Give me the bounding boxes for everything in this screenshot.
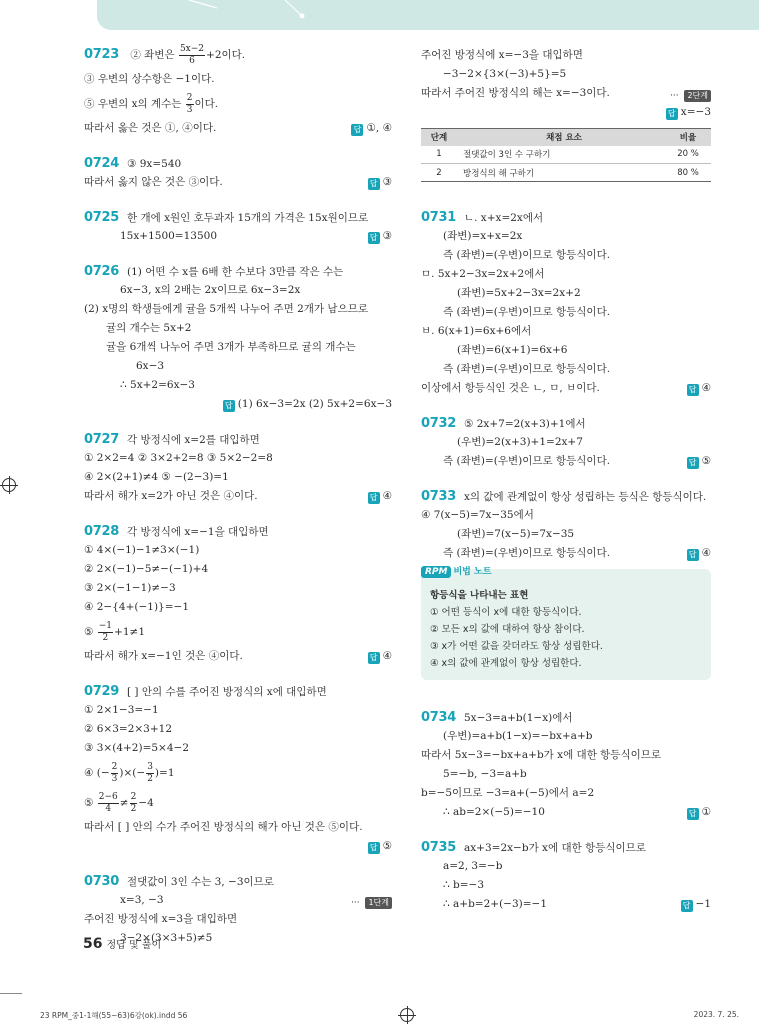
table-row: 1 절댓값이 3인 수 구하기 20 % xyxy=(421,146,711,164)
note-tag: RPM 비법 노트 xyxy=(421,565,491,580)
step-marker: ··· 1단계 xyxy=(351,894,392,913)
answer: 답 ⑤ xyxy=(368,837,392,856)
problem-0732: 0732 ⑤ 2x+7=2(x+3)+1에서 (우변)=2(x+3)+1=2x+7 즉 (좌변)=(우변)이므로 항등식이다. 답 ⑤ xyxy=(421,414,711,471)
step-marker: ··· 2단계 xyxy=(670,87,711,106)
answer-badge: 답 xyxy=(368,492,380,504)
fraction: $\frac{5x-2}{6}$ xyxy=(179,43,205,66)
problem-0726: 0726 (1) 어떤 수 x를 6배 한 수보다 3만큼 작은 수는 6x−3, x의 2배는 2x이므로 6x−3=2x (2) x명의 학생들에게 귤을 5개씩 나누어 주면 2개가 남으므로 귤의 개수는 5x+2 귤을 6개씩 나누어 주면 3개가 부족하므로 귤의 개수는 6x−3 ∴ 5x+2=6x−3 답 (1) 6x−3=2x (2) 5x+2=6x−3 xyxy=(84,262,392,414)
answer-badge: 답 xyxy=(368,178,380,190)
problem-number: 0723 xyxy=(84,47,119,62)
answer-badge: 답 xyxy=(666,108,678,120)
decorative-lines xyxy=(97,0,759,30)
right-column xyxy=(421,46,711,914)
fraction: $\frac{2}{3}$ xyxy=(111,761,118,784)
answer-badge: 답 xyxy=(368,652,380,664)
problem-0730: 0730 절댓값이 3인 수는 3, −3이므로 x=3, −3 ··· 1단계 주어진 방정식에 x=3을 대입하면 3−2×(3×3+5)≠5 xyxy=(84,872,392,948)
answer: 답 ① xyxy=(687,803,711,822)
problem-0731: 0731 ㄴ. x+x=2x에서 (좌변)=x+x=2x 즉 (좌변)=(우변)이므로 항등식이다. ㅁ. 5x+2−3x=2x+2에서 (좌변)=5x+2−3x=2x+2 즉 (좌변)=(우변)이므로 항등식이다. ㅂ. 6(x+1)=6x+6에서 (좌변)=6(x+1)=6x+6 즉 (좌변)=(우변)이므로 항등식이다. 이상에서 항등식인 것은 ㄴ, ㅁ, ㅂ이다. 답 ④ xyxy=(421,208,711,398)
problem-number: 0724 xyxy=(84,156,119,171)
answer-badge: 답 xyxy=(687,808,699,820)
fraction: $\frac{2-6}{4}$ xyxy=(98,791,118,814)
fraction: $\frac{3}{2}$ xyxy=(147,761,153,784)
answer: 답 ④ xyxy=(687,544,711,563)
answer-badge: 답 xyxy=(687,384,699,396)
header-banner xyxy=(97,0,759,30)
answer: 답 ⑤ xyxy=(687,452,711,471)
print-slug: 23 RPM_중1-1해(55~63)6강(ok).indd 56 xyxy=(40,1011,188,1020)
problem-number: 0729 xyxy=(84,684,119,699)
answer: 답 ①, ④ xyxy=(351,119,392,138)
problem-number: 0726 xyxy=(84,264,119,279)
crop-mark xyxy=(0,993,22,994)
tip-note-box: RPM 비법 노트 항등식을 나타내는 표현 ① 어떤 등식이 x에 대한 항등식이다. ② 모든 x의 값에 대하여 항상 참이다. ③ x가 어떤 값을 갖더라도 항상 성립한다. ④ x의 값에 관계없이 항상 성립한다. xyxy=(421,569,711,680)
problem-number: 0730 xyxy=(84,874,119,889)
answer: 답 ③ xyxy=(368,173,392,192)
answer: 답 −1 xyxy=(681,895,711,914)
problem-number: 0727 xyxy=(84,432,119,447)
problem-0724: 0724 ③ 9x=540 따라서 옳지 않은 것은 ③이다. 답 ③ xyxy=(84,154,392,192)
scoring-table: 단계 채점 요소 비율 1 절댓값이 3인 수 구하기 20 % 2 방정식의 해 구하기 80 % xyxy=(421,128,711,182)
problem-number: 0733 xyxy=(421,489,456,504)
answer: 답 x=−3 xyxy=(666,103,711,122)
table-row: 2 방정식의 해 구하기 80 % xyxy=(421,164,711,182)
problem-number: 0735 xyxy=(421,840,456,855)
problem-0727: 0727 각 방정식에 x=2를 대입하면 ① 2×2=4 ② 3×2+2=8 ③ 5×2−2=8 ④ 2×(2+1)≠4 ⑤ −(2−3)=1 따라서 해가 x=2가 아닌 것은 ④이다. 답 ④ xyxy=(84,430,392,506)
answer-badge: 답 xyxy=(368,842,380,854)
problem-0733: 0733 x의 값에 관계없이 항상 성립하는 등식은 항등식이다. ④ 7(x−5)=7x−35에서 (좌변)=7(x−5)=7x−35 즉 (좌변)=(우변)이므로 항등식이다. 답 ④ xyxy=(421,487,711,563)
answer-badge: 답 xyxy=(368,232,380,244)
problem-0734: 0734 5x−3=a+b(1−x)에서 (우변)=a+b(1−x)=−bx+a+b 따라서 5x−3=−bx+a+b가 x에 대한 항등식이므로 5=−b, −3=a+b b=−5이므로 −3=a+(−5)에서 a=2 ∴ ab=2×(−5)=−10 답 ① xyxy=(421,708,711,822)
page-footer xyxy=(83,936,161,952)
answer: 답 ④ xyxy=(368,647,392,666)
answer: 답 ③ xyxy=(368,227,392,246)
problem-0725: 0725 한 개에 x원인 호두과자 15개의 가격은 15x원이므로 15x+1500=13500 답 ③ xyxy=(84,208,392,246)
problem-number: 0725 xyxy=(84,210,119,225)
fraction: $\frac{2}{3}$ xyxy=(186,92,193,115)
answer-badge: 답 xyxy=(687,457,699,469)
fraction: $\frac{-1}{2}$ xyxy=(98,620,113,643)
print-date: 2023. 7. 25. xyxy=(693,1010,739,1019)
answer-badge: 답 xyxy=(223,400,235,412)
problem-number: 0734 xyxy=(421,710,456,725)
problem-number: 0732 xyxy=(421,416,456,431)
registration-mark-icon xyxy=(400,1008,414,1022)
fraction: $\frac{2}{2}$ xyxy=(130,791,137,814)
answer-badge: 답 xyxy=(687,549,699,561)
answer: 답 (1) 6x−3=2x (2) 5x+2=6x−3 xyxy=(223,395,392,414)
problem-0723: 0723 ② 좌변은 $\frac{5x-2}{6}$ +2이다. ③ 우변의 상수항은 −1이다. ⑤ 우변의 x의 계수는 $\frac{2}{3}$ 이다. 따라서 옳은 것은 ①, ④이다. 답 ①, ④ xyxy=(84,40,392,138)
answer: 답 ④ xyxy=(687,379,711,398)
answer-badge: 답 xyxy=(681,900,693,912)
registration-mark-icon xyxy=(2,478,16,492)
problem-0729: 0729 [ ] 안의 수를 주어진 방정식의 x에 대입하면 ① 2×1−3=−1 ② 6×3=2×3+12 ③ 3×(4+2)=5×4−2 ④ (− $\frac{2}{3}$ )×(− $\frac{3}{2}$ )=1 ⑤ $\frac{2-6}{4}$ ≠ $\frac{2}{2}$ −4 따라서 [ ] 안의 수가 주어진 방정식의 해가 아닌 것은 ⑤이다. 답 ⑤ xyxy=(84,682,392,856)
footer-label: 정답 및 풀이 xyxy=(106,940,162,951)
left-column xyxy=(84,40,392,948)
problem-number: 0728 xyxy=(84,524,119,539)
answer: 답 ④ xyxy=(368,487,392,506)
problem-number: 0731 xyxy=(421,210,456,225)
problem-0735: 0735 ax+3=2x−b가 x에 대한 항등식이므로 a=2, 3=−b ∴ b=−3 ∴ a+b=2+(−3)=−1 답 −1 xyxy=(421,838,711,914)
problem-0730-continued: 주어진 방정식에 x=−3을 대입하면 −3−2×{3×(−3)+5}=5 따라서 주어진 방정식의 해는 x=−3이다. ··· 2단계 답 x=−3 xyxy=(421,46,711,122)
page-number: 56 xyxy=(83,936,103,952)
problem-0728: 0728 각 방정식에 x=−1을 대입하면 ① 4×(−1)−1≠3×(−1) ② 2×(−1)−5≠−(−1)+4 ③ 2×(−1−1)≠−3 ④ 2−{4+(−1)}=−1 ⑤ $\frac{-1}{2}$ +1≠1 따라서 해가 x=−1인 것은 ④이다. 답 ④ xyxy=(84,522,392,666)
answer-badge: 답 xyxy=(351,124,363,136)
